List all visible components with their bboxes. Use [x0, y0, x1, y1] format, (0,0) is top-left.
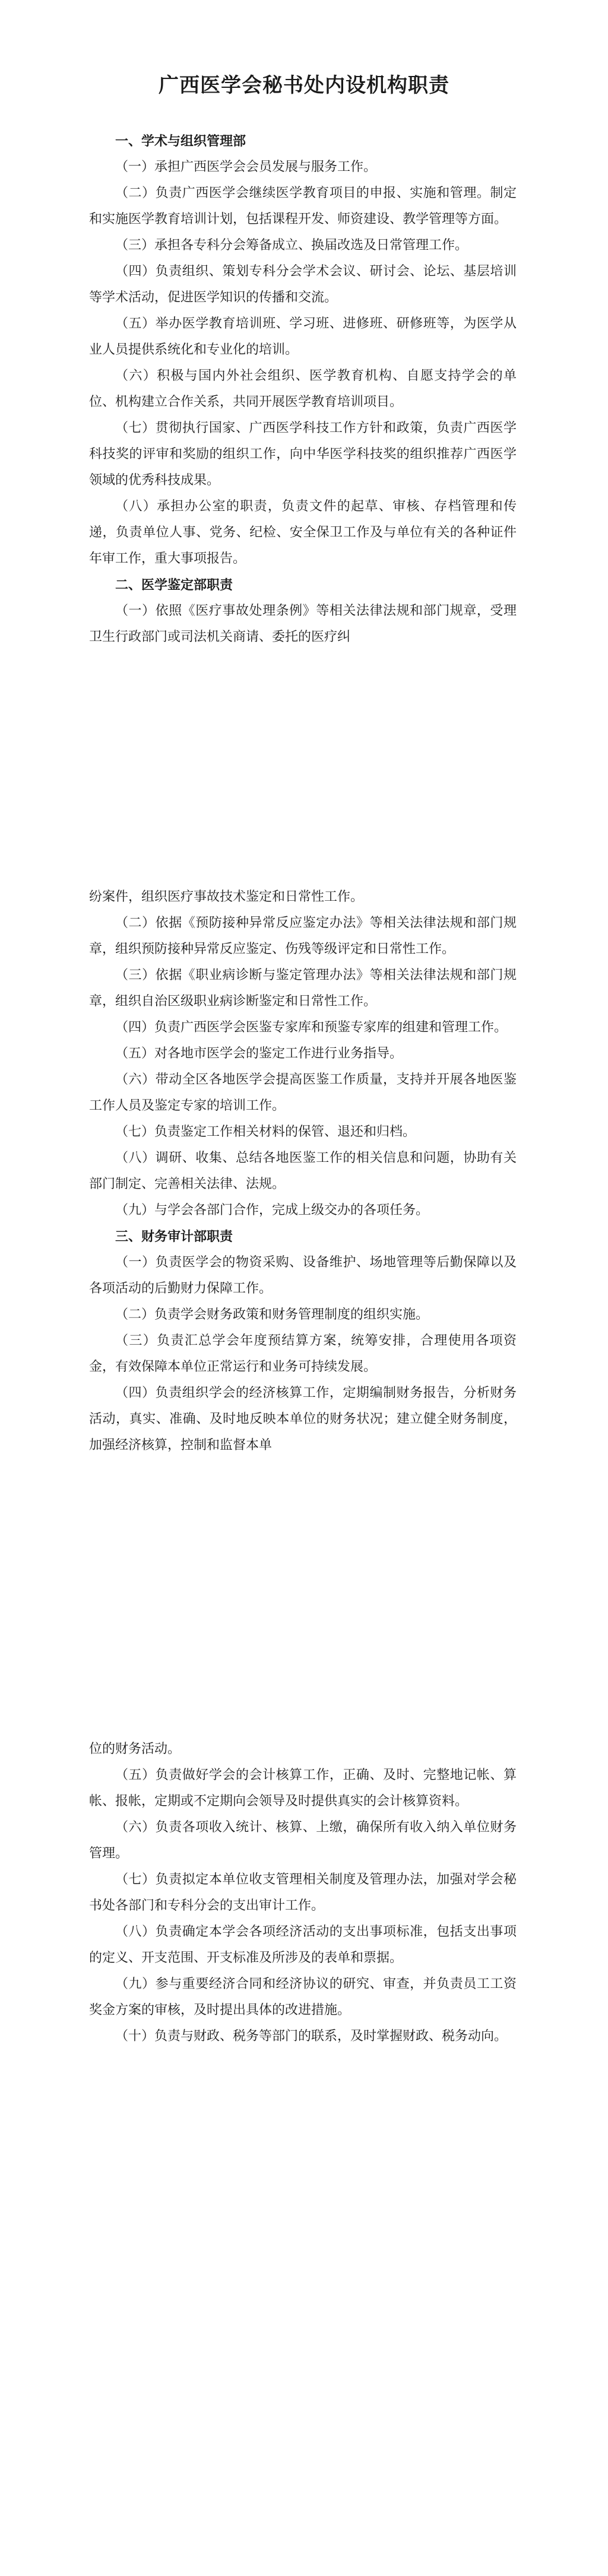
duty-item: （三）负责汇总学会年度预结算方案，统筹安排，合理使用各项资金，有效保障本单位正常运行和业务可持续发展。 — [89, 1333, 517, 1374]
document-title: 广西医学会秘书处内设机构职责 — [159, 74, 449, 97]
duty-item: （五）对各地市医学会的鉴定工作进行业务指导。 — [115, 1046, 403, 1061]
duty-item: （四）负责组织、策划专科分会学术会议、研讨会、论坛、基层培训等学术活动，促进医学知识的传播和交流。 — [89, 264, 517, 305]
duty-item: （八）调研、收集、总结各地医鉴工作的相关信息和问题，协助有关部门制定、完善相关法律、法规。 — [89, 1151, 517, 1192]
duty-item: （二）负责广西医学会继续医学教育项目的申报、实施和管理。制定和实施医学教育培训计划，包括课程开发、师资建设、教学管理等方面。 — [89, 186, 517, 227]
duty-item: （一）依照《医疗事故处理条例》等相关法律法规和部门规章，受理卫生行政部门或司法机关商请、委托的医疗纠 — [89, 603, 517, 644]
section-heading: 二、医学鉴定部职责 — [115, 577, 233, 593]
duty-item: （五）举办医学教育培训班、学习班、进修班、研修班等，为医学从业人员提供系统化和专业化的培训。 — [89, 316, 517, 357]
duty-item: （五）负责做好学会的会计核算工作，正确、及时、完整地记帐、算帐、报帐，定期或不定期向会领导及时提供真实的会计核算资料。 — [89, 1768, 517, 1809]
duty-item: （三）承担各专科分会筹备成立、换届改选及日常管理工作。 — [115, 238, 468, 253]
duty-item: （四）负责广西医学会医鉴专家库和预鉴专家库的组建和管理工作。 — [115, 1020, 508, 1035]
section-medical-appraisal — [89, 884, 517, 1459]
duty-item: （六）负责各项收入统计、核算、上缴，确保所有收入纳入单位财务管理。 — [89, 1820, 517, 1861]
duty-item: （六）积极与国内外社会组织、医学教育机构、自愿支持学会的单位、机构建立合作关系，共同开展医学教育培训项目。 — [89, 369, 517, 409]
section-heading: 一、学术与组织管理部 — [115, 134, 246, 149]
section-finance-audit — [89, 1736, 517, 2050]
duty-item: （八）负责确定本学会各项经济活动的支出事项标准，包括支出事项的定义、开支范围、开支标准及所涉及的表单和票据。 — [89, 1924, 517, 1965]
section-academic-organization — [89, 128, 517, 650]
duty-item: （六）带动全区各地医学会提高医鉴工作质量，支持并开展各地医鉴工作人员及鉴定专家的培训工作。 — [89, 1072, 517, 1113]
duty-item-continuation: 纷案件，组织医疗事故技术鉴定和日常性工作。 — [89, 890, 364, 904]
duty-item: （二）负责学会财务政策和财务管理制度的组织实施。 — [115, 1307, 429, 1322]
duty-item: （一）承担广西医学会会员发展与服务工作。 — [115, 160, 377, 174]
duty-item: （十）负责与财政、税务等部门的联系，及时掌握财政、税务动向。 — [115, 2029, 508, 2044]
duty-item: （七）负责鉴定工作相关材料的保管、退还和归档。 — [115, 1125, 416, 1139]
duty-item: （三）依据《职业病诊断与鉴定管理办法》等相关法律法规和部门规章，组织自治区级职业病诊断鉴定和日常性工作。 — [89, 968, 517, 1009]
duty-item: （八）承担办公室的职责，负责文件的起草、审核、存档管理和传递，负责单位人事、党务、纪检、安全保卫工作及与单位有关的各种证件年审工作，重大事项报告。 — [89, 499, 517, 566]
duty-item: （九）参与重要经济合同和经济协议的研究、审查，并负责员工工资奖金方案的审核，及时提出具体的改进措施。 — [89, 1977, 517, 2018]
duty-item-continuation: 位的财务活动。 — [89, 1742, 181, 1756]
duty-item: （七）贯彻执行国家、广西医学科技工作方针和政策，负责广西医学科技奖的评审和奖励的组织工作，向中华医学科技奖的组织推荐广西医学领域的优秀科技成果。 — [89, 421, 517, 488]
duty-item: （二）依据《预防接种异常反应鉴定办法》等相关法律法规和部门规章，组织预防接种异常反应鉴定、伤残等级评定和日常性工作。 — [89, 916, 517, 957]
duty-item: （七）负责拟定本单位收支管理相关制度及管理办法，加强对学会秘书处各部门和专科分会的支出审计工作。 — [89, 1872, 517, 1913]
section-heading: 三、财务审计部职责 — [115, 1229, 233, 1244]
duty-item: （一）负责医学会的物资采购、设备维护、场地管理等后勤保障以及各项活动的后勤财力保障工作。 — [89, 1255, 517, 1296]
duty-item: （四）负责组织学会的经济核算工作，定期编制财务报告，分析财务活动，真实、准确、及时地反映本单位的财务状况；建立健全财务制度，加强经济核算，控制和监督本单 — [89, 1386, 517, 1453]
duty-item: （九）与学会各部门合作，完成上级交办的各项任务。 — [115, 1203, 429, 1218]
